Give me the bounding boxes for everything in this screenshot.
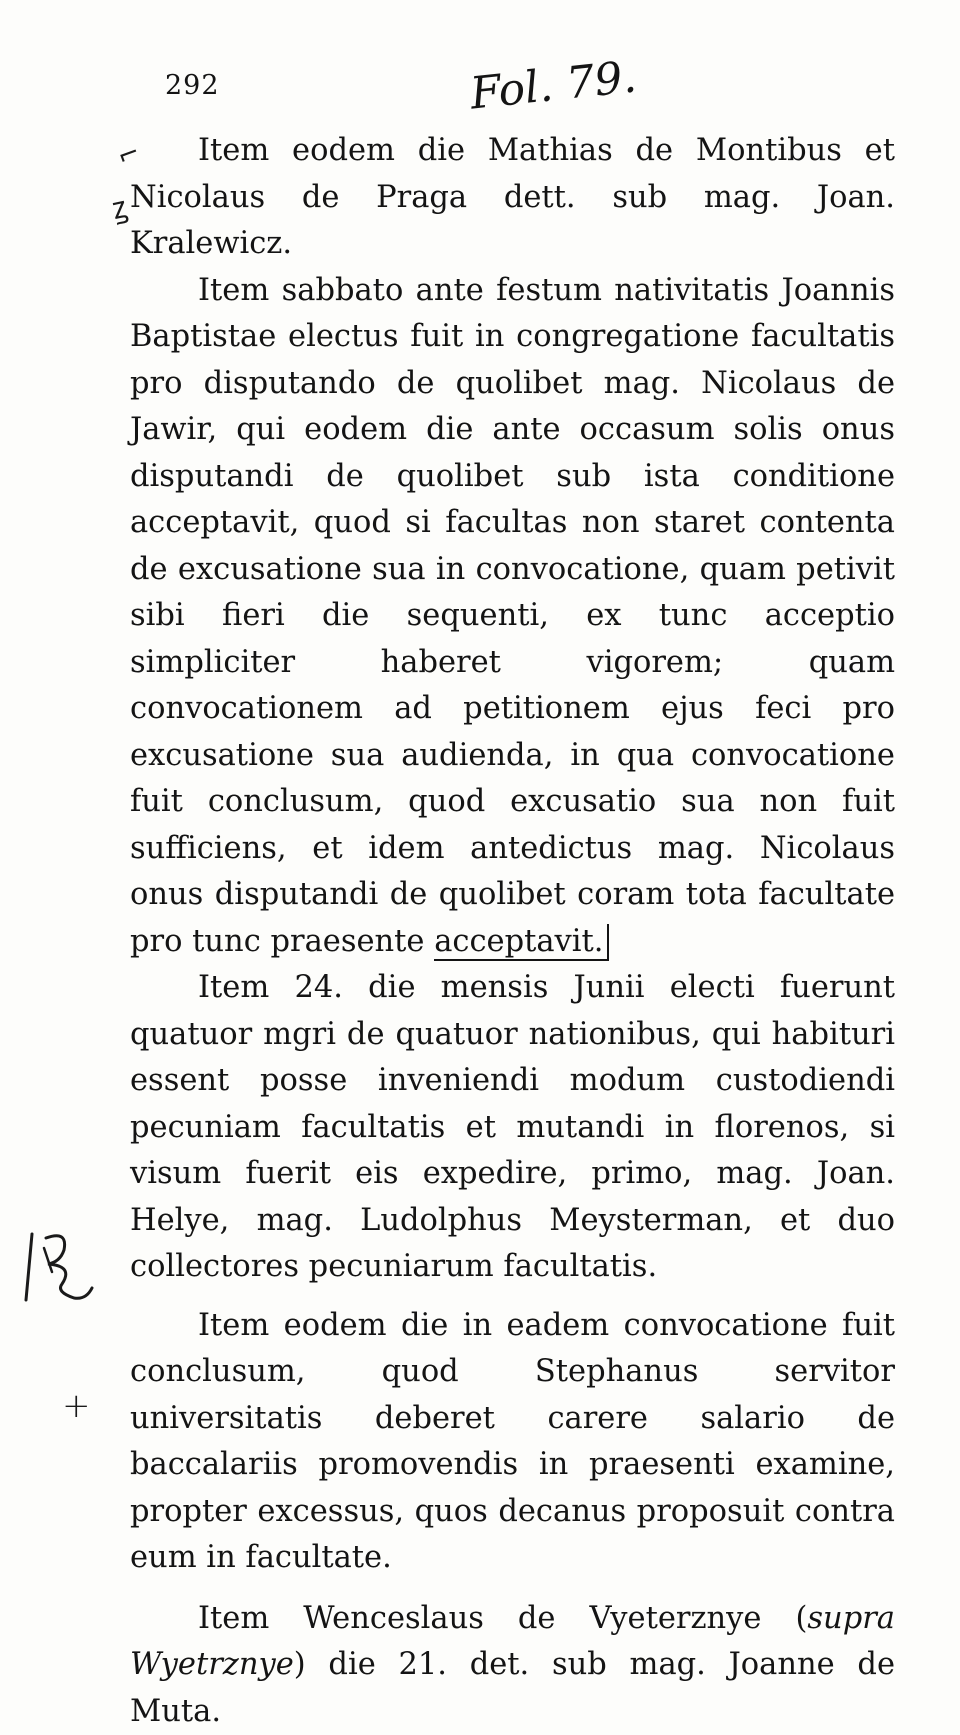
margin-signature-mark [22, 1228, 98, 1306]
paragraph-5-note: supra Wyetrznye [130, 1601, 895, 1683]
paragraph-3: Item 24. die mensis Junii electi fuerunt quatuor mgri de quatuor nationibus, qui habituri essent posse inveniendi modum custodiendi pecuniam facultatis et mutandi in florenos, si visum fuerit eis expedire, primo, mag. Joan. Helye, mag. Ludolphus Meysterman, et duo collectores pecuniarum facultatis. [130, 965, 895, 1291]
folio-handwritten-note: Fol. 79. [468, 51, 639, 119]
margin-plus-mark: + [62, 1386, 91, 1426]
margin-dash-mark: ⌐ [114, 137, 145, 173]
paragraph-5 [130, 1596, 895, 1735]
paragraph-4: Item eodem die in eadem convocatione fuit conclusum, quod Stephanus servitor universitatis deberet carere salario de baccalariis promovendis in praesenti examine, propter excessus, quos decanus proposuit contra eum in facultate. [130, 1303, 895, 1582]
page-number: 292 [165, 70, 220, 101]
paragraph-2 [130, 268, 895, 966]
paragraph-1: Item eodem die Mathias de Montibus et Nicolaus de Praga dett. sub mag. Joan. Kralewicz. [130, 128, 895, 268]
bracketed-ending: acceptavit. [434, 924, 608, 961]
paragraph-5-after: ) die 21. det. sub mag. Joanne de Muta. [130, 1647, 895, 1729]
paragraph-5-before: Item Wenceslaus de Vyeterznye ( [198, 1601, 807, 1636]
paragraph-2-text: Item sabbato ante festum nativitatis Joannis Baptistae electus fuit in congregatione facultatis pro disputando de quolibet mag. Nicolaus de Jawir, qui eodem die ante occasum solis onus disputandi de quolibet sub ista conditione acceptavit, quod si facultas non staret contenta de excusatione sua in convocatione, quam petivit sibi fieri die sequenti, ex tunc acceptio simpliciter haberet vigorem; quam convocationem ad petitionem ejus feci pro excusatione sua audienda, in qua convocatione fuit conclusum, quod excusatio sua non fuit sufficiens, et idem antedictus mag. Nicolaus onus disputandi de quolibet coram tota facultate pro tunc praesente [130, 273, 895, 959]
body-text [130, 128, 895, 1735]
margin-z-mark: ꙁ [108, 185, 130, 228]
